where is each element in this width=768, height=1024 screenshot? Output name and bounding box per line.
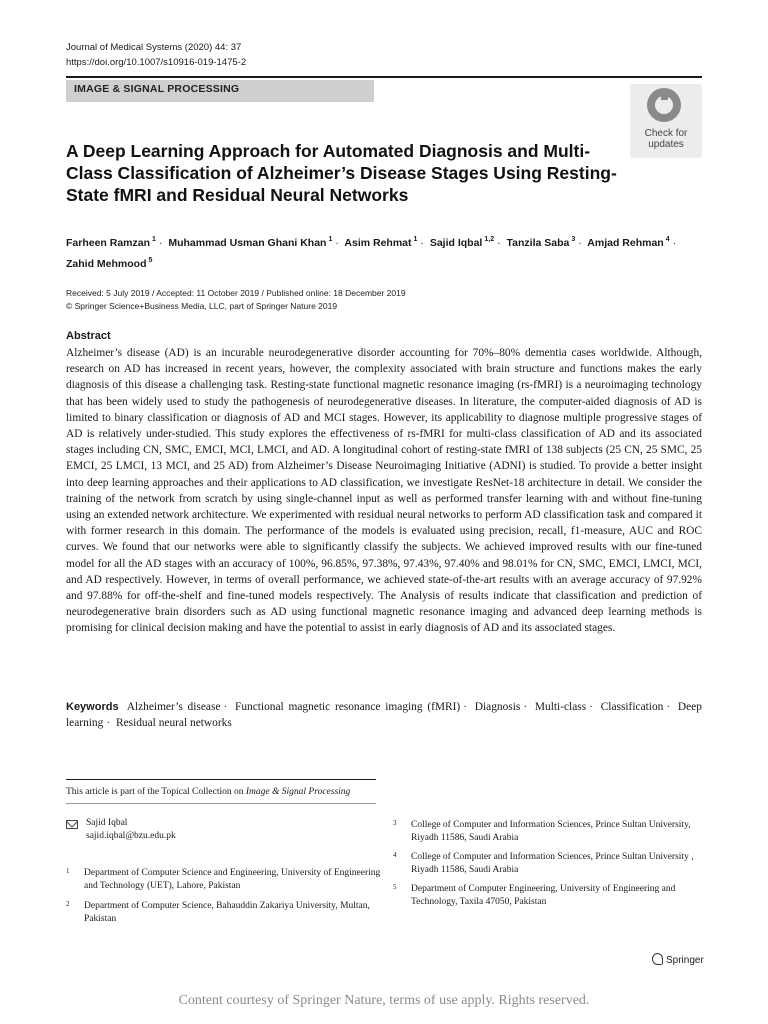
section-label: IMAGE & SIGNAL PROCESSING: [74, 83, 240, 95]
keyword: Multi-class: [534, 701, 587, 713]
affiliation-3: 3 College of Computer and Information Sciences, Prince Sultan University, Riyadh 11586, Saudi Arabia: [393, 819, 691, 843]
springer-logo: Springer: [652, 953, 704, 966]
paper-title: A Deep Learning Approach for Automated Diagnosis and Multi-Class Classification of Alzheimer’s Disease Stages Using Resting-State fMRI and Residual Neural Networks: [66, 141, 617, 205]
topical-collection-note: This article is part of the Topical Collection on Image & Signal Processing: [66, 787, 351, 797]
author[interactable]: Asim Rehmat $^1$: [344, 236, 418, 249]
keyword: Functional magnetic resonance imaging (fMRI): [234, 701, 461, 713]
doi-link[interactable]: https://doi.org/10.1007/s10916-019-1475-2: [66, 57, 247, 68]
journal-citation: [66, 40, 246, 70]
keyword: Classification: [600, 701, 664, 713]
topical-collection-link[interactable]: Image & Signal Processing: [245, 787, 351, 797]
keyword: Residual neural networks: [115, 717, 232, 730]
footnote-rule: [66, 779, 376, 780]
copyright-line: © Springer Science+Business Media, LLC, part of Springer Nature 2019: [66, 301, 338, 311]
author-list: Farheen Ramzan $^1$ · Muhammad Usman Ghani Khan $^1$ · Asim Rehmat $^1$ · Sajid Iqbal $^{1,2}$ · Tanzila Saba $^3$ · Amjad Rehman $^4$ · Zahid Mehmood $^5$: [66, 236, 677, 270]
affiliation-2: 2 Department of Computer Science, Bahauddin Zakariya University, Multan, Pakistan: [66, 900, 370, 924]
keyword: Diagnosis: [474, 701, 521, 713]
date-line: Received: 5 July 2019 / Accepted: 11 October 2019 / Published online: 18 December 2019: [66, 288, 406, 298]
footnote-rule-2: [66, 803, 376, 804]
check-for-updates-badge[interactable]: [630, 84, 702, 158]
affiliation-1: 1 Department of Computer Science and Engineering, University of Engineering and Technology (UET), Lahore, Pakistan: [66, 867, 381, 891]
keyword: Deep learning: [66, 701, 702, 730]
refresh-icon: [647, 88, 681, 122]
affiliation-4: 4 College of Computer and Information Sciences, Prince Sultan University , Riyadh 11586, Saudi Arabia: [393, 851, 694, 875]
keyword: Alzheimer’s disease: [126, 701, 221, 713]
author[interactable]: Farheen Ramzan $^1$: [66, 236, 156, 249]
journal-line: Journal of Medical Systems (2020) 44: 37: [66, 42, 242, 53]
author[interactable]: Muhammad Usman Ghani Khan $^1$: [168, 236, 333, 249]
author[interactable]: Tanzila Saba $^3$: [506, 236, 576, 249]
author[interactable]: Sajid Iqbal $^{1,2}$: [429, 236, 495, 249]
author[interactable]: Zahid Mehmood $^5$: [66, 257, 153, 270]
affiliation-5: 5 Department of Computer Engineering, University of Engineering and Technology, Taxila 47050, Pakistan: [393, 883, 676, 907]
abstract-text: Alzheimer’s disease (AD) is an incurable neurodegenerative disorder accounting for 70%–80% dementia cases worldwide. Although, research on AD has increased in recent years, however, the complexity associated with brain structure and functions makes the early diagnosis of this disease a challenging task. Resting-state functional magnetic resonance imaging (rs-fMRI) is a neuroimaging technology that has been widely used to study the pathogenesis of neurodegenerative diseases. In literature, the computer-aided diagnosis of AD is limited to binary classification or diagnosis of AD and MCI stages. However, its applicability to diagnose multiple progressive stages of AD is relatively under-studied. This study explores the effectiveness of rs-fMRI for multi-class classification of AD and its associated stages including CN, SMC, EMCI, MCI, LMCI, and AD. A longitudinal cohort of resting-state fMRI of 138 subjects (25 CN, 25 SMC, 25 EMCI, 25 LMCI, 13 MCI, and 25 AD) from Alzheimer’s Disease Neuroimaging Initiative (ADNI) is studied. To provide a better insight into deep learning approaches and their applications to AD classification, we investigate ResNet-18 architecture in detail. We consider the training of the network from scratch by using single-channel input as well as performed transfer learning with and without fine-tuning using an extended network architecture. We experimented with residual neural networks to perform AD classification task and compared it with former research in this domain. The performance of the models is evaluated using precision, recall, f1-measure, AUC and ROC curves. We found that our networks were able to significantly classify the subjects. We achieved improved results with our fine-tuned model for all the AD stages with an accuracy of 100%, 96.85%, 97.38%, 97.43%, 97.40% and 98.01% for CN, SMC, EMCI, LMCI, MCI, and AD respectively. However, in terms of overall performance, we achieved state-of-the-art results with an average accuracy of 97.92% and 97.88% for off-the-shelf and fine-tuned models respectively. The Analysis of results indicate that classification and prediction of neurodegenerative brain disorders such as AD using functional magnetic resonance imaging and advanced deep learning methods is promising for clinical decision making and have the potential to assist in early diagnosis of AD and its associated stages.: [66, 347, 702, 635]
corresponding-name: Sajid Iqbal: [86, 818, 128, 828]
abstract-heading: Abstract: [66, 330, 111, 342]
corresponding-email[interactable]: sajid.iqbal@bzu.edu.pk: [86, 831, 176, 841]
corresponding-author: [86, 817, 176, 843]
section-band: [66, 80, 374, 102]
publication-dates: [66, 287, 406, 313]
keywords: Keywords Alzheimer’s disease · Functional magnetic resonance imaging (fMRI) · Diagnosis · Multi-class · Classification · Deep learning · Residual neural networks: [66, 701, 702, 730]
check-updates-label: Check for updates: [644, 128, 688, 150]
springer-horse-icon: [652, 953, 663, 965]
author[interactable]: Amjad Rehman $^4$: [587, 236, 670, 249]
envelope-icon: [66, 820, 78, 829]
keywords-label: Keywords: [66, 701, 119, 713]
content-courtesy-footer: Content courtesy of Springer Nature, terms of use apply. Rights reserved.: [178, 993, 590, 1008]
header-rule: [66, 76, 702, 78]
